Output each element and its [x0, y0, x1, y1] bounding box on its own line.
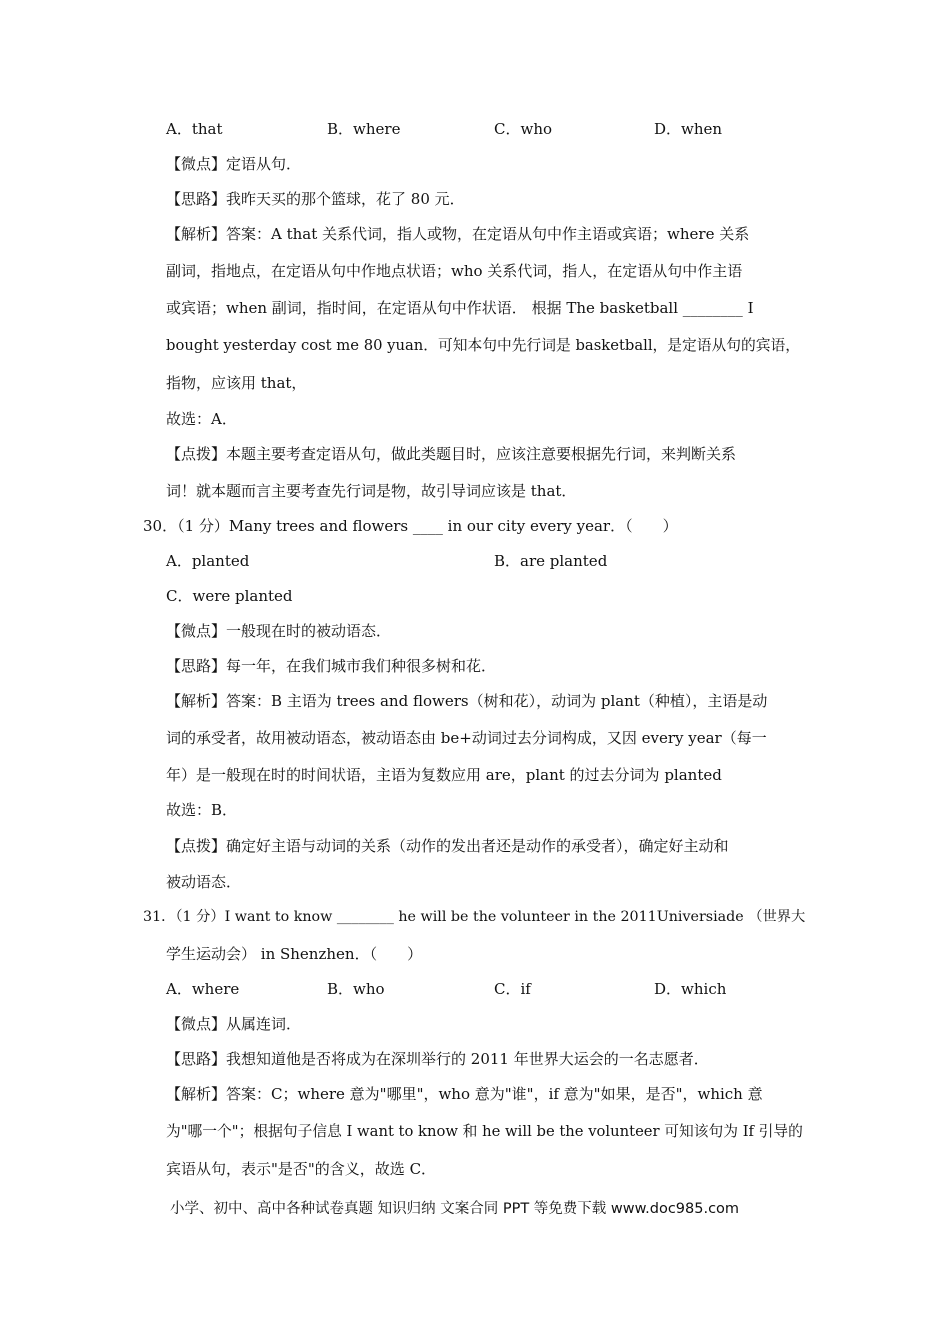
footer-watermark: 小学、初中、高中各种试卷真题 知识归纳 文案合同 PPT 等免费下载 www.doc985.com [170, 1201, 740, 1217]
q30-stem: 30．（1 分）Many trees and flowers ____ in our city every year．（ ） [143, 517, 678, 535]
q29-option-a: A．that [166, 120, 223, 138]
q30-option-b: B．are planted [494, 552, 608, 570]
q29-option-b: B．where [327, 120, 401, 138]
q29-weidian: 【微点】定语从句． [166, 155, 302, 173]
q29-dianbo-line-2: 词！就本题而言主要考查先行词是物，故引导词应该是 that． [166, 482, 577, 500]
q30-answer: 故选：B． [166, 801, 238, 819]
q31-jiexi-line-3: 宾语从句，表示"是否"的含义，故选 C． [166, 1160, 437, 1178]
q30-dianbo-line-2: 被动语态． [166, 873, 242, 891]
q31-option-b: B．who [327, 980, 385, 998]
q29-option-c: C．who [494, 120, 553, 138]
q29-silu: 【思路】我昨天买的那个篮球，花了 80 元． [166, 190, 465, 208]
q30-jiexi-line-1: 【解析】答案：B 主语为 trees and flowers（树和花），动词为 plant（种植），主语是动 [166, 692, 768, 710]
q29-option-d: D．when [654, 120, 723, 138]
q29-jiexi-line-1: 【解析】答案：A that 关系代词，指人或物，在定语从句中作主语或宾语；where 关系 [166, 225, 750, 243]
q31-jiexi-line-1: 【解析】答案：C；where 意为"哪里"，who 意为"谁"，if 意为"如果，是否"，which 意 [166, 1085, 763, 1103]
q31-jiexi-line-2: 为"哪一个"；根据句子信息 I want to know 和 he will be the volunteer 可知该句为 If 引导的 [166, 1123, 803, 1140]
q29-jiexi-line-3: 或宾语；when 副词，指时间，在定语从句中作状语． 根据 The basketball ________ I [166, 299, 754, 317]
q29-dianbo-line-1: 【点拨】本题主要考查定语从句，做此类题目时，应该注意要根据先行词，来判断关系 [166, 445, 737, 463]
q31-option-d: D．which [654, 980, 727, 998]
q29-answer: 故选：A． [166, 410, 237, 428]
q31-weidian: 【微点】从属连词． [166, 1015, 302, 1033]
q30-silu: 【思路】每一年，在我们城市我们种很多树和花． [166, 657, 497, 675]
q30-option-a: A．planted [166, 552, 250, 570]
q30-jiexi-line-3: 年）是一般现在时的时间状语，主语为复数应用 are，plant 的过去分词为 planted [166, 766, 722, 784]
q29-jiexi-line-2: 副词，指地点，在定语从句中作地点状语；who 关系代词，指人，在定语从句中作主语 [166, 262, 743, 280]
q31-option-a: A．where [166, 980, 240, 998]
q29-jiexi-line-4: bought yesterday cost me 80 yuan．可知本句中先行词是 basketball，是定语从句的宾语， [166, 337, 801, 354]
q31-silu: 【思路】我想知道他是否将成为在深圳举行的 2011 年世界大运会的一名志愿者． [166, 1050, 709, 1068]
q31-option-c: C．if [494, 980, 531, 998]
q30-weidian: 【微点】一般现在时的被动语态． [166, 622, 392, 640]
q31-stem-line-1: 31．（1 分）I want to know ________ he will be the volunteer in the 2011Universiade （世界大 [143, 909, 806, 925]
q30-jiexi-line-2: 词的承受者，故用被动语态，被动语态由 be+动词过去分词构成，又因 every year（每一 [166, 729, 767, 747]
q30-option-c: C．were planted [166, 587, 293, 605]
q31-stem-line-2: 学生运动会） in Shenzhen．（ ） [166, 945, 423, 963]
q30-dianbo-line-1: 【点拨】确定好主语与动词的关系（动作的发出者还是动作的承受者），确定好主动和 [166, 837, 729, 855]
q29-jiexi-line-5: 指物，应该用 that， [166, 374, 307, 392]
